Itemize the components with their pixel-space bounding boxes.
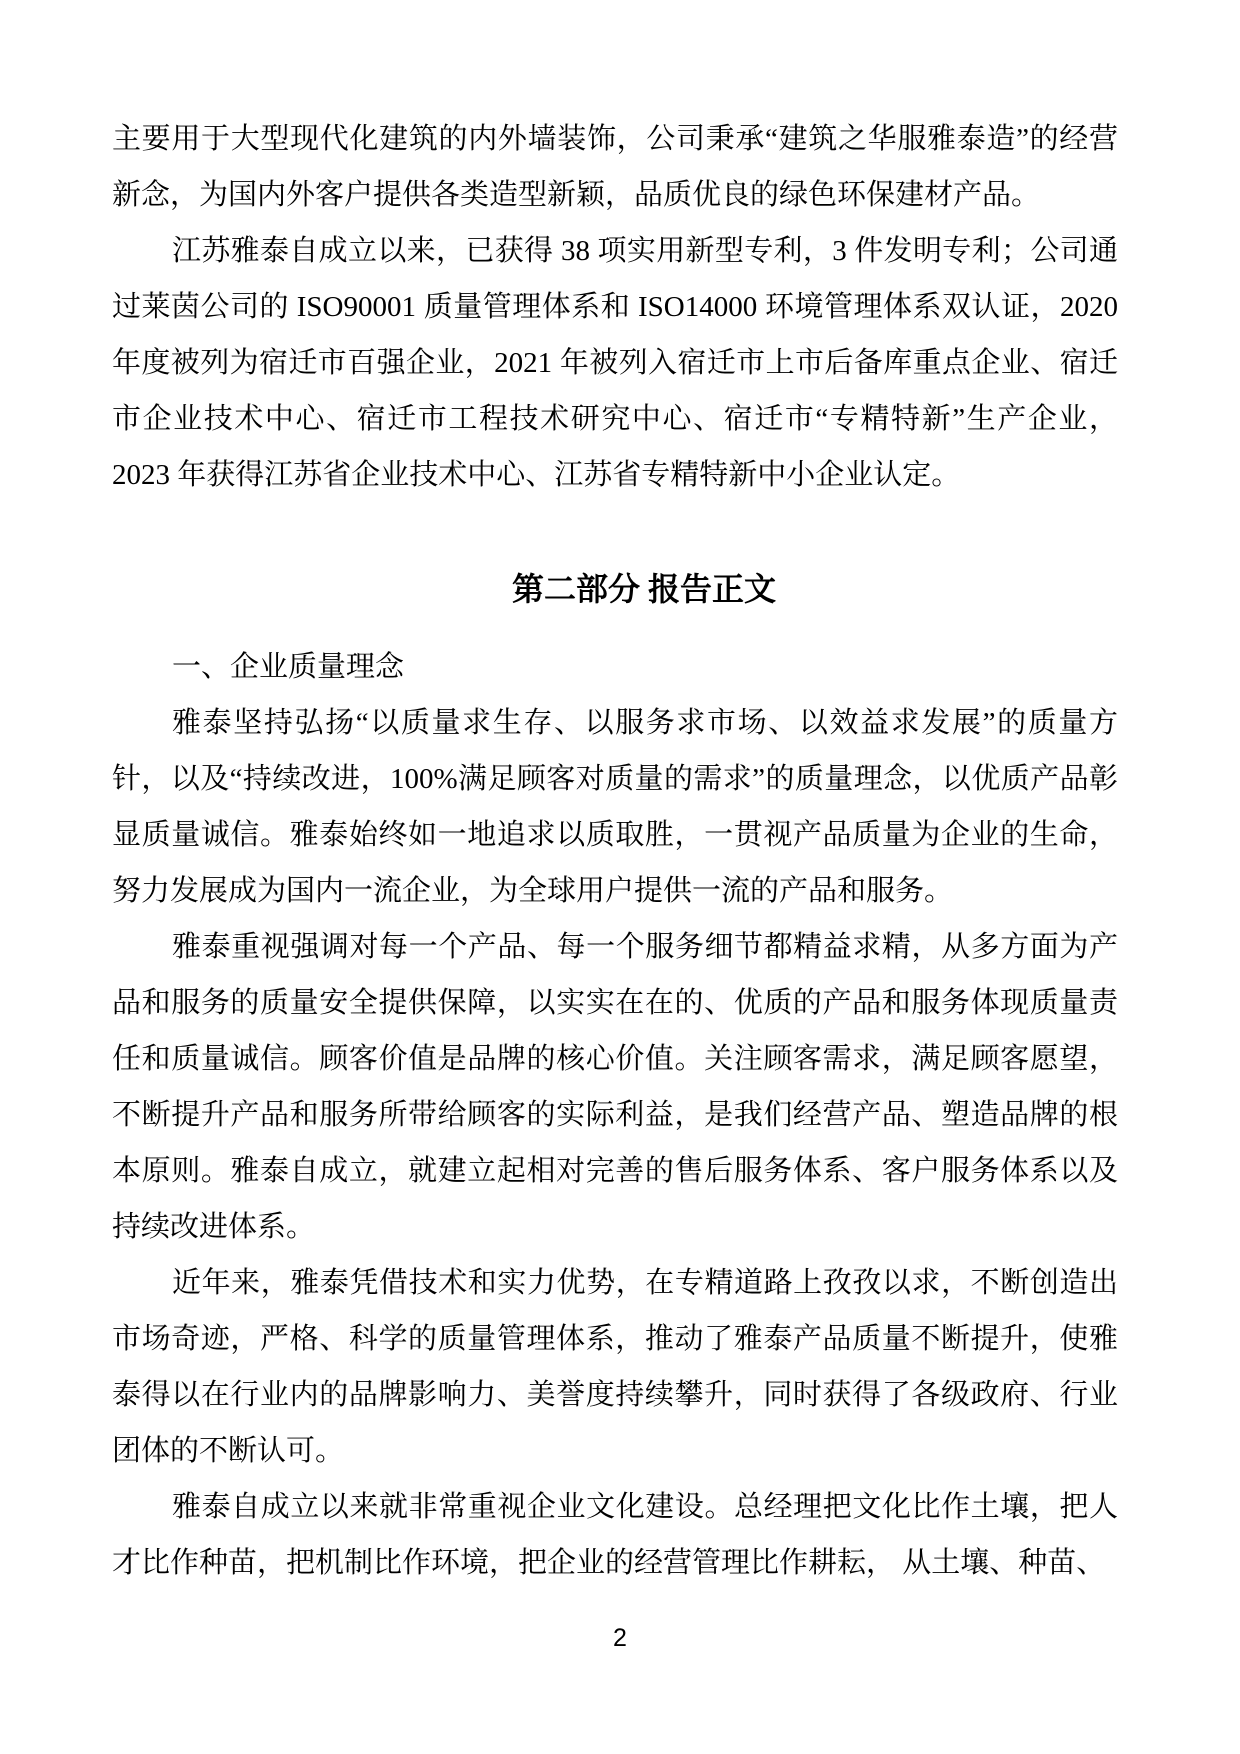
paragraph-corporate-culture: 雅泰自成立以来就非常重视企业文化建设。总经理把文化比作土壤，把人才比作种苗，把机制比作环境，把企业的经营管理比作耕耘， 从土壤、种苗、 [112,1491,1118,1579]
paragraph-patents-honors: 江苏雅泰自成立以来，已获得 38 项实用新型专利，3 件发明专利；公司通过莱茵公司的 ISO90001 质量管理体系和 ISO14000 环境管理体系双认证，2020 年度被列为宿迁市百强企业，2021 年被列入宿迁市上市后备库重点企业、宿迁市企业技术中心、宿迁市工程技术研究中心、宿迁市“专精特新”生产企业，2023 年获得江苏省企业技术中心、江苏省专精特新中小企业认定。 [112,235,1118,491]
page-body [112,111,1118,1591]
paragraph-quality-policy: 雅泰坚持弘扬“以质量求生存、以服务求市场、以效益求发展”的质量方针，以及“持续改进，100%满足顾客对质量的需求”的质量理念，以优质产品彰显质量诚信。雅泰始终如一地追求以质取胜，一贯视产品质量为企业的生命，努力发展成为国内一流企业，为全球用户提供一流的产品和服务。 [112,707,1118,907]
paragraph-customer-value: 雅泰重视强调对每一个产品、每一个服务细节都精益求精，从多方面为产品和服务的质量安全提供保障，以实实在在的、优质的产品和服务体现质量责任和质量诚信。顾客价值是品牌的核心价值。关注顾客需求，满足顾客愿望，不断提升产品和服务所带给顾客的实际利益，是我们经营产品、塑造品牌的根本原则。雅泰自成立，就建立起相对完善的售后服务体系、客户服务体系以及持续改进体系。 [112,931,1118,1243]
blank-line [112,503,1118,559]
paragraph-recent-years: 近年来，雅泰凭借技术和实力优势，在专精道路上孜孜以求，不断创造出市场奇迹，严格、科学的质量管理体系，推动了雅泰产品质量不断提升，使雅泰得以在行业内的品牌影响力、美誉度持续攀升，同时获得了各级政府、行业团体的不断认可。 [112,1267,1118,1467]
paragraph-building-products: 主要用于大型现代化建筑的内外墙装饰，公司秉承“建筑之华服雅泰造”的经营新念，为国内外客户提供各类造型新颖，品质优良的绿色环保建材产品。 [112,123,1118,211]
section-heading: 第二部分 报告正文 [511,571,776,607]
subsection-title-quality-philosophy: 一、企业质量理念 [172,651,405,683]
page-number: 2 [613,1624,627,1652]
